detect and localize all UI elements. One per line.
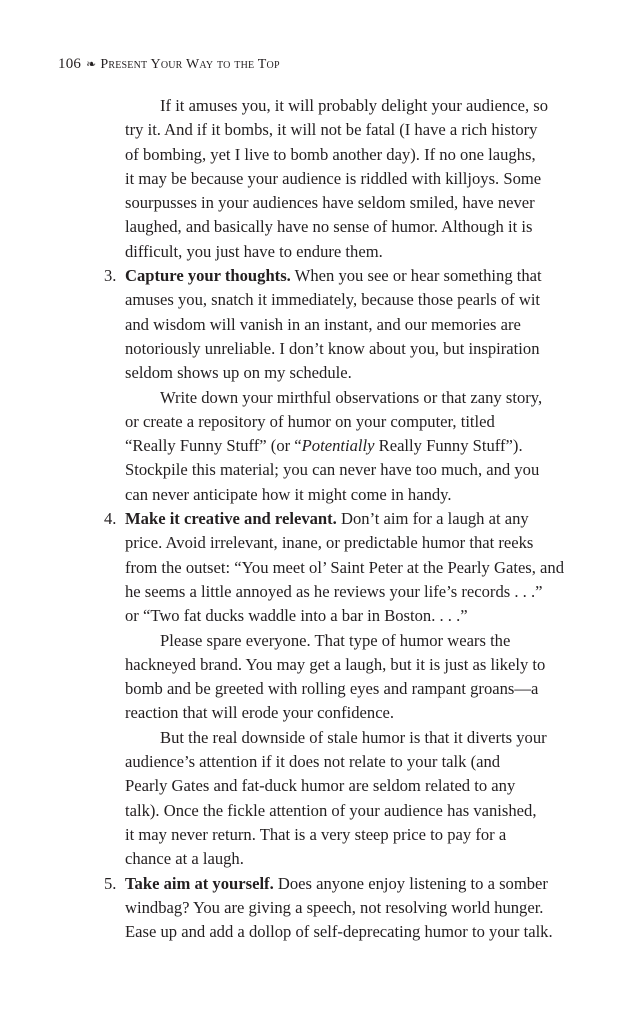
line-text [125, 750, 500, 774]
page-number: 106 [58, 56, 82, 72]
text-line [0, 118, 624, 142]
text-segment: Don’t aim for a laugh at any [336, 509, 529, 529]
text-line [0, 531, 624, 555]
text-segment: Stockpile this material; you can never have too much, and you [125, 460, 540, 480]
text-segment: Really Funny Stuff”). [374, 436, 523, 456]
text-line [0, 701, 624, 725]
text-segment: of bombing, yet I live to bomb another day). If no one laughs, [125, 144, 536, 164]
line-text [125, 823, 506, 847]
text-segment: sourpusses in your audiences have seldom smiled, have never [125, 193, 535, 213]
text-line [0, 361, 624, 385]
text-line [0, 750, 624, 774]
text-line [0, 774, 624, 798]
text-segment: talk). Once the fickle attention of your audience has vanished, [125, 800, 537, 820]
text-line [0, 410, 624, 434]
text-segment: seldom shows up on my schedule. [125, 363, 352, 383]
line-text [125, 701, 394, 725]
text-line [0, 847, 624, 871]
text-line [0, 215, 624, 239]
text-line [0, 434, 624, 458]
text-segment: it may never return. That is a very steep price to pay for a [125, 824, 507, 844]
line-text [125, 483, 452, 507]
text-segment: When you see or hear something that [290, 266, 542, 286]
text-segment: chance at a laugh. [125, 849, 244, 869]
line-text [125, 337, 540, 361]
line-text [160, 94, 548, 118]
line-text [125, 191, 535, 215]
line-text [125, 361, 352, 385]
text-segment: “Really Funny Stuff” (or “ [125, 436, 302, 456]
text-line [0, 920, 624, 944]
line-text [125, 434, 523, 458]
text-segment: Does anyone enjoy listening to a somber [273, 873, 548, 893]
text-line [0, 604, 624, 628]
line-text [125, 847, 244, 871]
text-line [0, 726, 624, 750]
text-line [0, 483, 624, 507]
text-line [0, 288, 624, 312]
text-line [0, 264, 624, 288]
list-item-number: 5. [104, 873, 117, 893]
line-text [125, 167, 541, 191]
text-segment: If it amuses you, it will probably delight your audience, so [160, 96, 549, 115]
line-text [125, 896, 543, 920]
line-text [125, 920, 553, 944]
line-text [125, 604, 468, 628]
line-text [125, 458, 539, 482]
list-item-heading: Take aim at yourself. [125, 873, 274, 893]
text-line [0, 240, 624, 264]
line-text [125, 507, 529, 531]
running-head [58, 55, 280, 74]
text-line [0, 167, 624, 191]
text-segment: and wisdom will vanish in an instant, and our memories are [125, 314, 521, 334]
line-text [125, 288, 540, 312]
line-text [125, 118, 537, 142]
text-segment: Pearly Gates and fat-duck humor are seldom related to any [125, 776, 516, 796]
text-segment: laughed, and basically have no sense of humor. Although it is [125, 217, 533, 237]
text-line [0, 143, 624, 167]
line-text [160, 629, 510, 653]
line-text [125, 143, 536, 167]
text-segment: But the real downside of stale humor is that it diverts your [160, 727, 547, 747]
text-segment: can never anticipate how it might come in handy. [125, 484, 452, 504]
text-line [0, 556, 624, 580]
text-segment: hackneyed brand. You may get a laugh, but it is just as likely to [125, 654, 546, 674]
list-item-heading: Make it creative and relevant. [125, 509, 337, 529]
text-segment: try it. And if it bombs, it will not be fatal (I have a rich history [125, 120, 538, 140]
text-segment: price. Avoid irrelevant, inane, or predictable humor that reeks [125, 533, 534, 553]
text-segment: bomb and be greeted with rolling eyes and rampant groans—a [125, 679, 539, 699]
text-segment: amuses you, snatch it immediately, because those pearls of wit [125, 290, 541, 310]
text-segment: he seems a little annoyed as he reviews your life’s records . . .” [125, 581, 543, 601]
text-segment: it may be because your audience is riddled with killjoys. Some [125, 168, 542, 188]
text-segment: notoriously unreliable. I don’t know about you, but inspiration [125, 338, 540, 358]
body-text [0, 94, 624, 944]
text-segment: or create a repository of humor on your computer, titled [125, 411, 495, 431]
text-line [0, 386, 624, 410]
line-text [125, 215, 532, 239]
text-line [0, 313, 624, 337]
text-line [0, 653, 624, 677]
text-segment: audience’s attention if it does not relate to your talk (and [125, 752, 501, 772]
text-line [0, 677, 624, 701]
line-text [125, 410, 495, 434]
text-segment: Please spare everyone. That type of humor wears the [160, 630, 511, 650]
line-text [125, 313, 521, 337]
line-text [125, 240, 383, 264]
line-text [160, 726, 547, 750]
text-line [0, 872, 624, 896]
fleuron-ornament: ❧ [86, 57, 97, 71]
text-line [0, 94, 624, 118]
text-segment: from the outset: “You meet ol’ Saint Peter at the Pearly Gates, and [125, 557, 565, 577]
list-item-heading: Capture your thoughts. [125, 266, 291, 286]
text-segment: reaction that will erode your confidence. [125, 703, 395, 723]
text-segment: difficult, you just have to endure them. [125, 241, 383, 261]
line-text [125, 531, 533, 555]
text-segment: or “Two fat ducks waddle into a bar in Boston. . . .” [125, 606, 468, 626]
line-text [125, 556, 564, 580]
text-segment: Write down your mirthful observations or that zany story, [160, 387, 543, 407]
line-text [125, 799, 536, 823]
text-line [0, 337, 624, 361]
text-line [0, 507, 624, 531]
line-text [125, 580, 542, 604]
text-line [0, 580, 624, 604]
line-text [125, 677, 538, 701]
line-text [125, 264, 542, 288]
text-line [0, 629, 624, 653]
book-title: Present Your Way to the Top [100, 57, 280, 72]
text-line [0, 799, 624, 823]
text-segment: windbag? You are giving a speech, not resolving world hunger. [125, 897, 544, 917]
line-text [125, 872, 548, 896]
line-text [160, 386, 542, 410]
text-segment: Ease up and add a dollop of self-deprecating humor to your talk. [125, 922, 553, 942]
line-text [125, 774, 515, 798]
text-line [0, 458, 624, 482]
text-line [0, 823, 624, 847]
text-segment: Potentially [301, 436, 375, 456]
text-line [0, 896, 624, 920]
list-item-number: 4. [104, 509, 117, 529]
text-line [0, 191, 624, 215]
list-item-number: 3. [104, 266, 117, 286]
line-text [125, 653, 545, 677]
